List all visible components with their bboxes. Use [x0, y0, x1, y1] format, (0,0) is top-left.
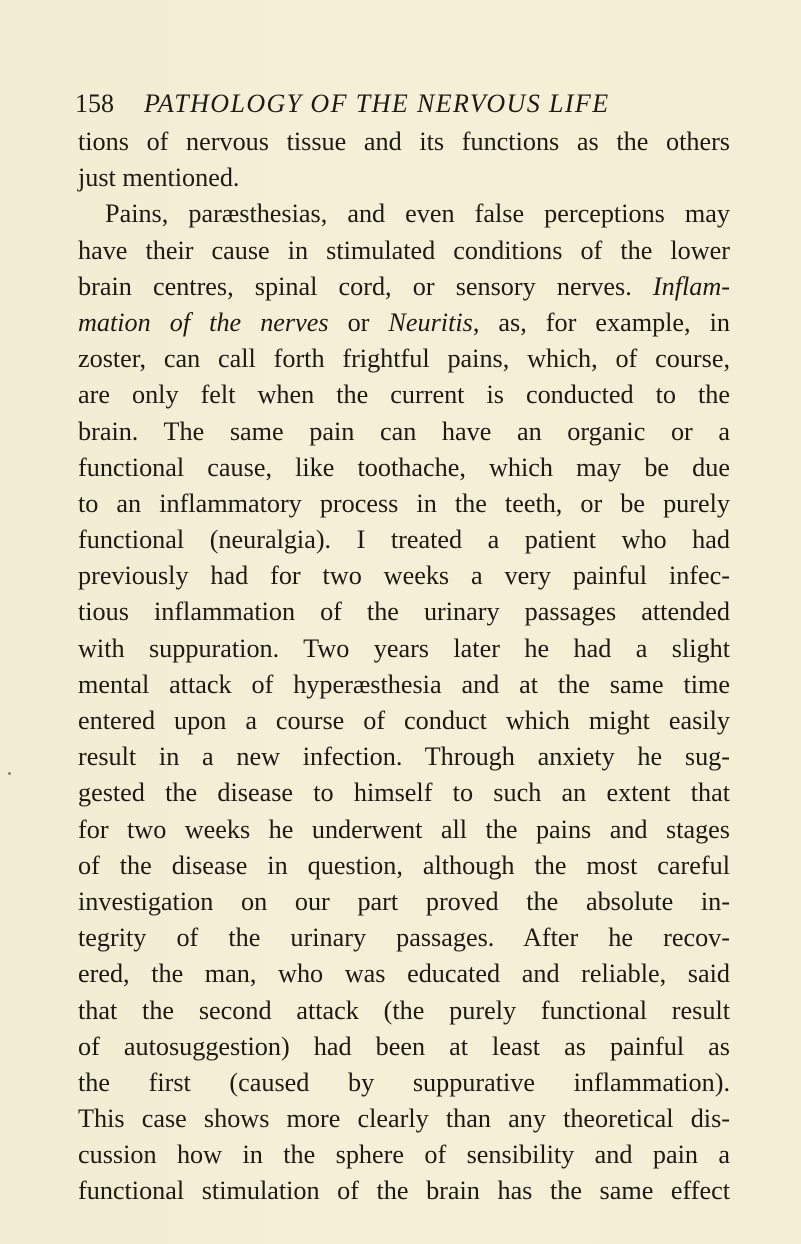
text-line	[78, 233, 730, 269]
text-line	[78, 631, 730, 667]
text-segment: entered upon a course of conduct which might easily	[78, 706, 730, 735]
text-segment: with suppuration. Two years later he had a slight	[78, 633, 730, 663]
text-line	[78, 450, 730, 486]
text-line	[78, 269, 730, 305]
text-segment: ered, the man, who was educated and reliable, said	[78, 959, 730, 989]
text-line	[78, 812, 730, 848]
text-line	[78, 1137, 730, 1173]
text-segment: tegrity of the urinary passages. After he recov-	[78, 923, 730, 953]
italic-text: Inflam-	[652, 271, 730, 301]
text-segment: Pains, paræsthesias, and even false perceptions may	[105, 199, 730, 229]
text-line	[78, 993, 730, 1029]
text-segment: zoster, can call forth frightful pains, which, of course,	[78, 344, 730, 374]
text-segment: are only felt when the current is conducted to the	[78, 380, 730, 410]
text-line	[78, 848, 730, 884]
text-line	[78, 305, 730, 341]
text-segment: This case shows more clearly than any theoretical dis-	[78, 1104, 730, 1134]
page-number: 158	[75, 89, 114, 118]
text-line	[78, 414, 730, 450]
text-segment: investigation on our part proved the absolute in-	[78, 886, 730, 916]
text-segment: of the disease in question, although the most careful	[78, 850, 730, 880]
text-line	[78, 703, 730, 739]
text-segment: just mentioned.	[78, 163, 240, 193]
text-line	[78, 739, 730, 775]
text-segment: brain. The same pain can have an organic or a	[78, 416, 730, 446]
text-line	[78, 377, 730, 413]
text-segment: gested the disease to himself to such an extent that	[78, 778, 730, 808]
text-line	[78, 1029, 730, 1065]
text-line	[78, 196, 730, 232]
text-line	[78, 956, 730, 992]
text-line	[78, 920, 730, 956]
text-segment: functional cause, like toothache, which may be due	[78, 452, 730, 482]
text-segment: to an inflammatory process in the teeth, or be purely	[78, 488, 730, 518]
text-segment: functional (neuralgia). I treated a patient who had	[78, 525, 730, 555]
text-segment: brain centres, spinal cord, or sensory nerves.	[78, 271, 653, 301]
text-segment: result in a new infection. Through anxiety he sug-	[78, 742, 730, 772]
running-head	[75, 84, 735, 124]
text-line	[78, 124, 730, 160]
text-line	[78, 486, 730, 522]
text-segment: previously had for two weeks a very painful infec-	[78, 561, 730, 591]
text-segment: that the second attack (the purely functional result	[78, 995, 730, 1025]
text-line	[78, 558, 730, 594]
text-segment: or	[328, 307, 389, 337]
text-line	[78, 1173, 730, 1209]
text-line	[78, 522, 730, 558]
text-line	[78, 667, 730, 703]
text-line	[78, 1065, 730, 1101]
text-segment: of autosuggestion) had been at least as painful as	[78, 1031, 730, 1061]
text-segment: tious inflammation of the urinary passages attended	[78, 597, 730, 627]
text-line	[78, 341, 730, 377]
text-segment: , as, for example, in	[472, 307, 731, 337]
text-line	[78, 775, 730, 811]
text-segment: cussion how in the sphere of sensibility and pain a	[78, 1140, 730, 1170]
text-line	[78, 160, 730, 196]
italic-text: Neuritis	[388, 307, 473, 337]
body-text	[78, 124, 730, 1210]
text-line	[78, 1101, 730, 1137]
text-segment: the first (caused by suppurative inflammation).	[78, 1067, 730, 1097]
text-segment: mental attack of hyperæsthesia and at the same time	[78, 669, 730, 699]
running-title: PATHOLOGY OF THE NERVOUS LIFE	[144, 89, 610, 118]
margin-speck	[8, 772, 11, 775]
text-segment: for two weeks he underwent all the pains and stages	[78, 814, 730, 844]
text-line	[78, 884, 730, 920]
italic-text: mation of the nerves	[78, 307, 329, 337]
text-line	[78, 594, 730, 630]
text-segment: have their cause in stimulated conditions of the lower	[78, 235, 730, 265]
text-segment: functional stimulation of the brain has the same effect	[78, 1176, 730, 1206]
text-segment: tions of nervous tissue and its functions as the others	[78, 127, 730, 156]
